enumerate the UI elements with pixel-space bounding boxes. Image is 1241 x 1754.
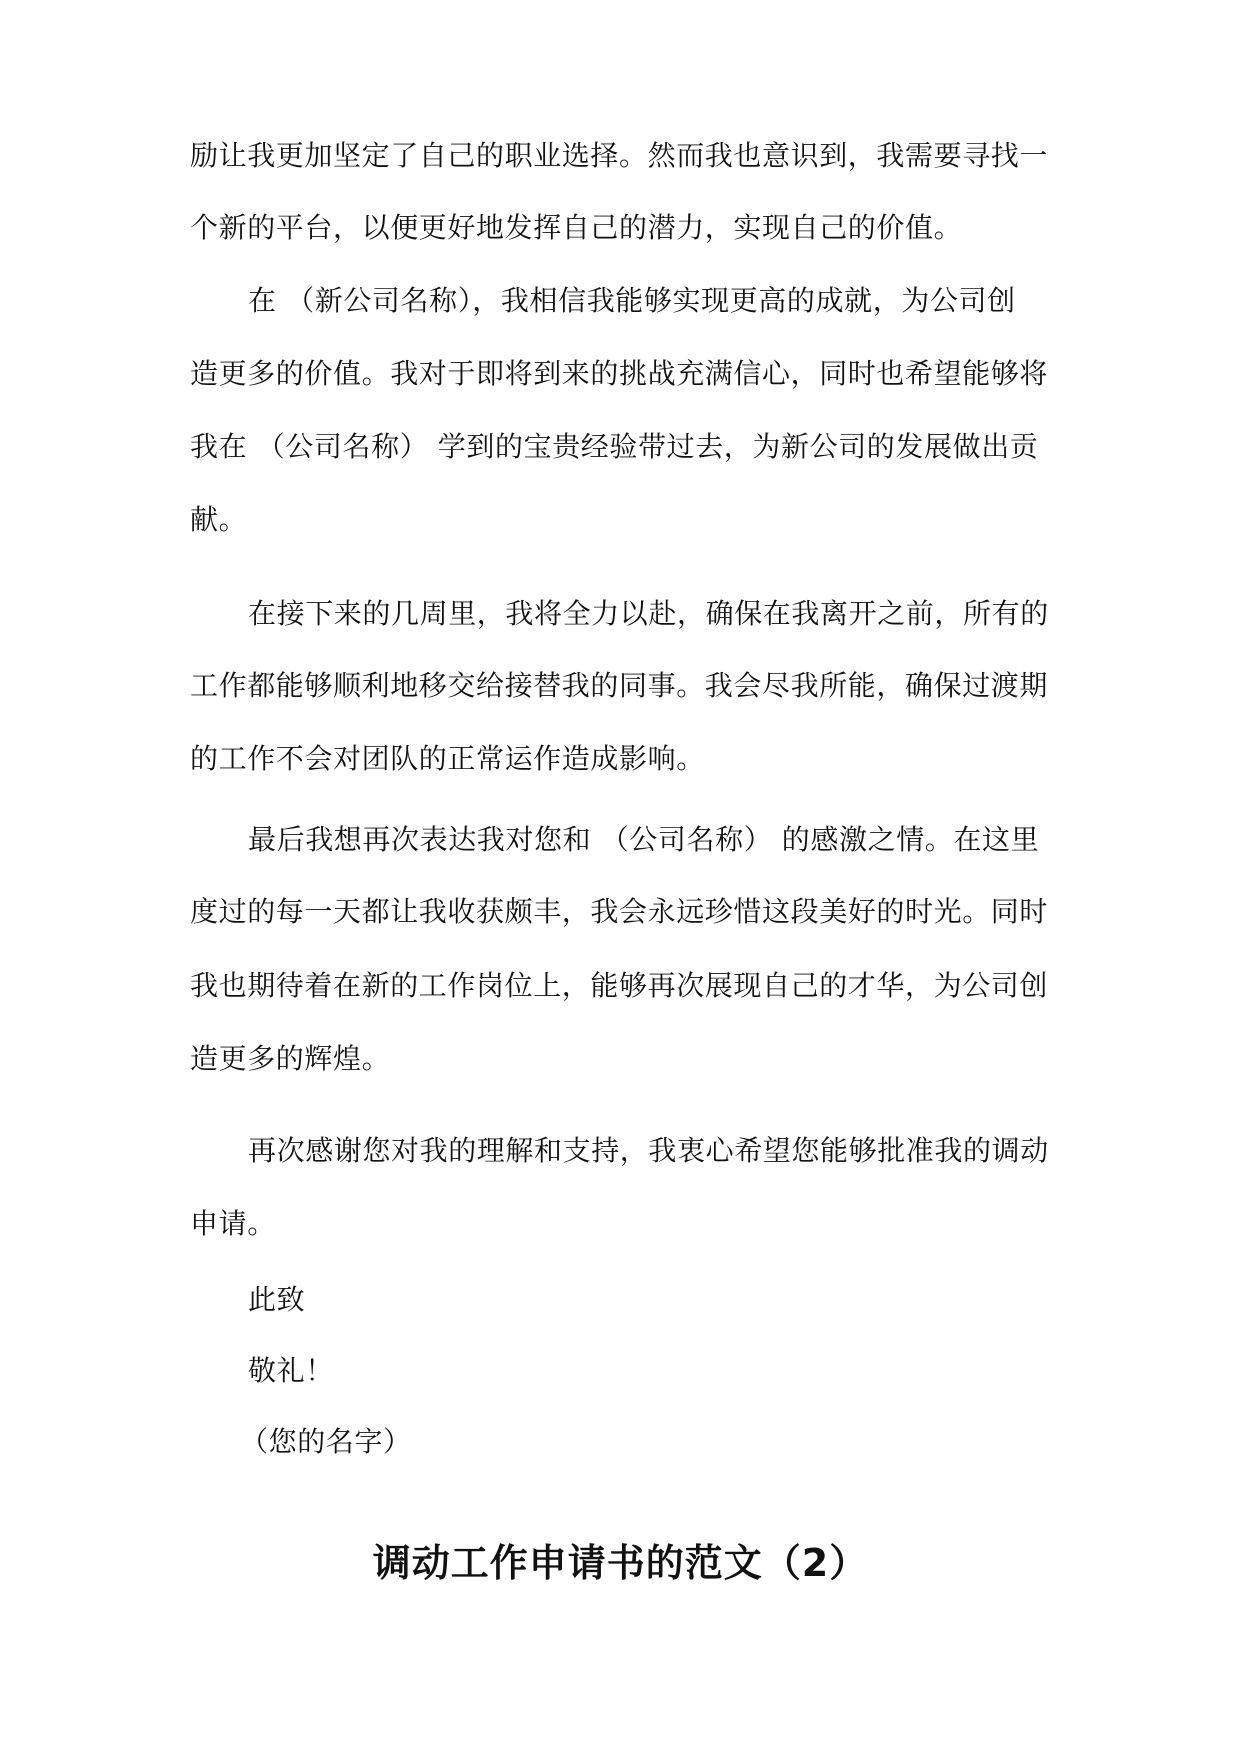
closing-regards: 敬礼！ [248, 1354, 334, 1387]
paragraph-4-line-3: 我也期待着在新的工作岗位上，能够再次展现自己的才华，为公司创 [190, 969, 1049, 1002]
paragraph-5-line-1: 再次感谢您对我的理解和支持，我衷心希望您能够批准我的调动 [248, 1134, 1049, 1167]
paragraph-5-line-2: 申请。 [190, 1207, 276, 1240]
closing-signature: （您的名字） [240, 1425, 412, 1458]
paragraph-3-line-3: 的工作不会对团队的正常运作造成影响。 [190, 742, 705, 775]
paragraph-3-line-2: 工作都能够顺利地移交给接替我的同事。我会尽我所能，确保过渡期 [190, 669, 1049, 702]
paragraph-2-line-4: 献。 [190, 503, 248, 536]
paragraph-2-line-2: 造更多的价值。我对于即将到来的挑战充满信心，同时也希望能够将 [190, 357, 1049, 390]
paragraph-1-line-2: 个新的平台，以便更好地发挥自己的潜力，实现自己的价值。 [190, 211, 963, 244]
paragraph-2-line-1: 在 （新公司名称），我相信我能够实现更高的成就，为公司创 [248, 284, 1016, 317]
paragraph-4-line-2: 度过的每一天都让我收获颇丰，我会永远珍惜这段美好的时光。同时 [190, 895, 1049, 928]
section-title: 调动工作申请书的范文（2） [372, 1541, 869, 1585]
paragraph-3-line-1: 在接下来的几周里，我将全力以赴，确保在我离开之前，所有的 [248, 597, 1049, 630]
paragraph-2-line-3: 我在 （公司名称） 学到的宝贵经验带过去，为新公司的发展做出贡 [190, 430, 1039, 463]
paragraph-4-line-4: 造更多的辉煌。 [190, 1042, 391, 1075]
paragraph-4-line-1: 最后我想再次表达我对您和 （公司名称） 的感激之情。在这里 [248, 823, 1040, 856]
closing-salutation: 此致 [248, 1283, 306, 1316]
paragraph-1-line-1: 励让我更加坚定了自己的职业选择。然而我也意识到，我需要寻找一 [190, 139, 1049, 172]
